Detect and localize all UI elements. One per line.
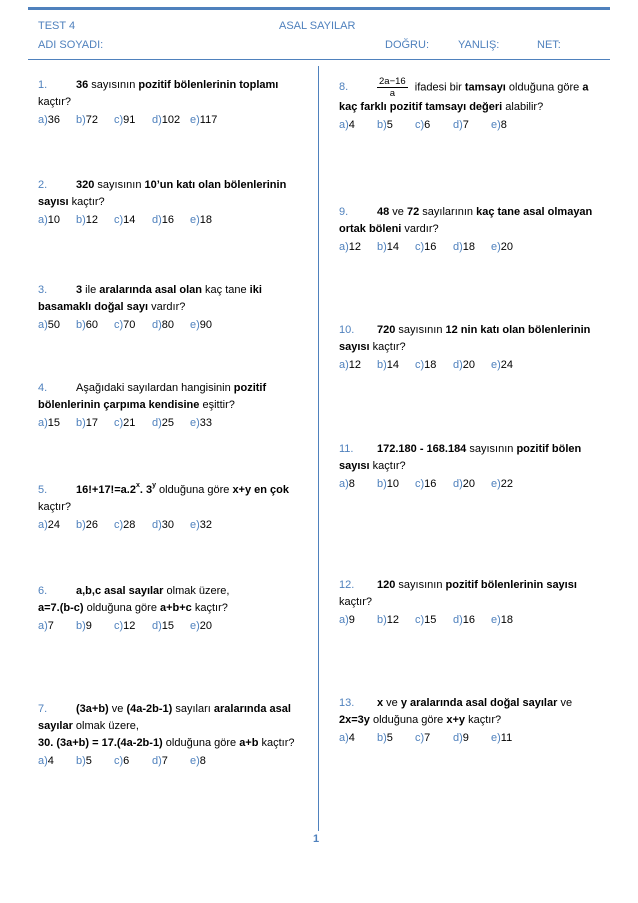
question-6: 6. a,b,c asal sayılar olmak üzere, a=7.(b-c) olduğuna göre a+b+c kaçtır? a)7 b)9 c)12 d)15 e)20 — [38, 583, 303, 635]
option-value: 8 — [500, 119, 507, 131]
option-letter: c) — [114, 620, 124, 632]
option-letter: a) — [339, 478, 349, 490]
option-value: 80 — [161, 319, 175, 331]
answer-option[interactable] — [76, 415, 114, 432]
option-value: 70 — [123, 319, 136, 331]
answer-option[interactable] — [152, 618, 190, 635]
option-value: 14 — [386, 241, 400, 253]
option-letter: d) — [152, 755, 162, 767]
option-letter: d) — [453, 119, 463, 131]
answer-option[interactable] — [38, 415, 76, 432]
answer-options — [339, 612, 604, 629]
option-value: 16 — [462, 614, 476, 626]
option-value: 17 — [85, 417, 99, 429]
option-value: 20 — [500, 241, 514, 253]
option-letter: b) — [377, 241, 387, 253]
answer-options — [38, 212, 303, 229]
option-letter: e) — [491, 478, 501, 490]
option-value: 7 — [462, 119, 469, 131]
option-value: 32 — [199, 519, 213, 531]
option-letter: e) — [491, 614, 501, 626]
answer-option[interactable] — [339, 117, 377, 134]
option-letter: a) — [38, 417, 48, 429]
option-letter: a) — [339, 359, 349, 371]
question-11: 11. 172.180 - 168.184 sayısının pozitif bölen sayısı kaçtır? a)8 b)10 c)16 d)20 e)22 — [339, 441, 604, 493]
option-value: 20 — [462, 478, 476, 490]
question-number: 13. — [339, 697, 355, 709]
option-letter: c) — [114, 519, 124, 531]
option-letter: e) — [190, 620, 200, 632]
option-value: 6 — [424, 119, 431, 131]
option-letter: c) — [415, 732, 425, 744]
question-number: 3. — [38, 284, 48, 296]
option-value: 50 — [47, 319, 61, 331]
option-letter: c) — [415, 478, 425, 490]
option-value: 9 — [85, 620, 92, 632]
option-value: 15 — [424, 614, 437, 626]
option-value: 14 — [386, 359, 400, 371]
option-value: 10 — [47, 214, 61, 226]
question-2: 2. 320 sayısının 10’un katı olan bölenlerinin sayısı kaçtır? a)10 b)12 c)14 d)16 e)18 — [38, 177, 303, 229]
option-value: 18 — [462, 241, 476, 253]
question-4: 4. Aşağıdaki sayılardan hangisinin pozitif bölenlerinin çarpıma kendisine eşittir? a)15 b)17 c)21 d)25 e)33 — [38, 380, 303, 432]
option-letter: a) — [339, 119, 349, 131]
option-letter: d) — [453, 614, 463, 626]
option-value: 117 — [199, 114, 218, 126]
answer-option[interactable] — [339, 357, 377, 374]
question-12: 12. 120 sayısının pozitif bölenlerinin sayısı kaçtır? a)9 b)12 c)15 d)16 e)18 — [339, 577, 604, 629]
option-letter: d) — [152, 214, 162, 226]
answer-option[interactable] — [453, 730, 491, 747]
answer-option[interactable] — [152, 112, 190, 129]
option-value: 4 — [348, 119, 355, 131]
answer-option[interactable] — [339, 730, 377, 747]
answer-option[interactable] — [76, 317, 114, 334]
option-letter: d) — [152, 417, 162, 429]
correct-label: DOĞRU: — [385, 39, 429, 51]
answer-options — [339, 476, 604, 493]
answer-option[interactable] — [491, 239, 531, 256]
option-letter: e) — [491, 732, 501, 744]
option-letter: a) — [339, 241, 349, 253]
option-letter: e) — [491, 119, 501, 131]
question-number: 5. — [38, 484, 48, 496]
answer-option[interactable] — [491, 476, 531, 493]
option-letter: c) — [114, 214, 124, 226]
option-value: 11 — [500, 732, 513, 744]
question-number: 1. — [38, 79, 48, 91]
page-title: ASAL SAYILAR — [279, 20, 356, 32]
answer-option[interactable] — [38, 112, 76, 129]
option-value: 22 — [500, 478, 514, 490]
answer-option[interactable] — [114, 517, 152, 534]
column-divider — [318, 66, 319, 831]
option-letter: a) — [38, 620, 48, 632]
option-letter: b) — [76, 417, 86, 429]
answer-option[interactable] — [339, 476, 377, 493]
option-value: 12 — [123, 620, 136, 632]
option-letter: a) — [38, 319, 48, 331]
option-value: 9 — [462, 732, 469, 744]
option-letter: b) — [76, 214, 86, 226]
question-9: 9. 48 ve 72 sayılarının kaç tane asal olmayan ortak böleni vardır? a)12 b)14 c)16 d)18 e)20 — [339, 204, 604, 256]
option-value: 26 — [85, 519, 99, 531]
question-3: 3. 3 ile aralarında asal olan kaç tane iki basamaklı doğal sayı vardır? a)50 b)60 c)70 d)80 e)90 — [38, 282, 303, 334]
answer-option[interactable] — [38, 753, 76, 770]
answer-option[interactable] — [190, 212, 230, 229]
answer-options — [38, 618, 303, 635]
answer-option[interactable] — [190, 317, 230, 334]
option-letter: c) — [415, 359, 425, 371]
answer-option[interactable] — [76, 112, 114, 129]
option-letter: b) — [76, 620, 86, 632]
answer-option[interactable] — [415, 357, 453, 374]
option-value: 15 — [161, 620, 175, 632]
answer-option[interactable] — [190, 618, 230, 635]
option-letter: b) — [377, 732, 387, 744]
option-value: 60 — [85, 319, 99, 331]
answer-option[interactable] — [114, 753, 152, 770]
answer-option[interactable] — [190, 112, 230, 129]
option-letter: e) — [491, 359, 501, 371]
answer-option[interactable] — [377, 612, 415, 629]
answer-option[interactable] — [377, 476, 415, 493]
answer-option[interactable] — [415, 476, 453, 493]
option-value: 102 — [161, 114, 181, 126]
answer-options — [38, 415, 303, 432]
answer-option[interactable] — [38, 618, 76, 635]
answer-option[interactable] — [453, 612, 491, 629]
option-value: 36 — [47, 114, 61, 126]
option-value: 15 — [47, 417, 61, 429]
answer-option[interactable] — [114, 112, 152, 129]
option-letter: e) — [190, 519, 200, 531]
test-label: TEST 4 — [38, 20, 76, 32]
option-value: 9 — [348, 614, 355, 626]
answer-options — [38, 317, 303, 334]
answer-option[interactable] — [114, 317, 152, 334]
answer-option[interactable] — [190, 517, 230, 534]
option-letter: a) — [339, 732, 349, 744]
option-value: 6 — [123, 755, 130, 767]
option-letter: c) — [114, 114, 124, 126]
answer-option[interactable] — [114, 618, 152, 635]
answer-option[interactable] — [415, 612, 453, 629]
option-letter: d) — [152, 114, 162, 126]
question-number: 11. — [339, 443, 354, 455]
option-value: 5 — [386, 732, 393, 744]
option-value: 91 — [123, 114, 136, 126]
option-value: 20 — [462, 359, 476, 371]
answer-option[interactable] — [453, 239, 491, 256]
option-letter: c) — [114, 319, 124, 331]
option-value: 16 — [424, 478, 437, 490]
option-letter: b) — [76, 755, 86, 767]
option-value: 7 — [161, 755, 168, 767]
question-number: 4. — [38, 382, 48, 394]
answer-option[interactable] — [76, 517, 114, 534]
answer-option[interactable] — [76, 618, 114, 635]
option-value: 10 — [386, 478, 400, 490]
option-value: 28 — [123, 519, 136, 531]
option-letter: d) — [453, 732, 463, 744]
answer-option[interactable] — [377, 239, 415, 256]
option-letter: a) — [38, 755, 48, 767]
option-value: 7 — [424, 732, 431, 744]
fraction: $\frac{2a-16}{a}$ — [379, 76, 406, 99]
option-value: 20 — [199, 620, 213, 632]
option-value: 4 — [348, 732, 355, 744]
option-letter: a) — [38, 519, 48, 531]
option-value: 21 — [123, 417, 136, 429]
answer-option[interactable] — [453, 476, 491, 493]
option-value: 7 — [47, 620, 54, 632]
answer-option[interactable] — [38, 317, 76, 334]
answer-options — [38, 112, 303, 129]
option-value: 14 — [123, 214, 136, 226]
option-letter: c) — [415, 614, 425, 626]
option-letter: e) — [190, 417, 200, 429]
answer-option[interactable] — [453, 117, 491, 134]
option-letter: b) — [377, 478, 387, 490]
answer-option[interactable] — [415, 239, 453, 256]
option-value: 90 — [199, 319, 213, 331]
wrong-label: YANLIŞ: — [458, 39, 500, 51]
option-value: 5 — [386, 119, 393, 131]
answer-options — [339, 239, 604, 256]
answer-option[interactable] — [76, 212, 114, 229]
option-value: 5 — [85, 755, 92, 767]
option-letter: c) — [415, 119, 425, 131]
option-value: 18 — [424, 359, 437, 371]
question-number: 10. — [339, 324, 355, 336]
name-label: ADI SOYADI: — [38, 39, 104, 51]
answer-option[interactable] — [114, 212, 152, 229]
option-value: 12 — [85, 214, 99, 226]
option-letter: b) — [76, 114, 86, 126]
option-letter: e) — [190, 114, 200, 126]
option-letter: b) — [377, 359, 387, 371]
option-letter: b) — [76, 519, 86, 531]
option-letter: d) — [152, 319, 162, 331]
page-header — [28, 7, 610, 60]
option-letter: c) — [114, 755, 124, 767]
answer-option[interactable] — [491, 117, 531, 134]
answer-options — [38, 517, 303, 534]
option-letter: c) — [114, 417, 124, 429]
option-letter: a) — [38, 114, 48, 126]
answer-option[interactable] — [453, 357, 491, 374]
question-7: 7. (3a+b) ve (4a-2b-1) sayıları aralarında asal sayılar olmak üzere, 30. (3a+b) = 17.(4a-2b-1) olduğuna göre a+b kaçtır? a)4 b)5 c)6 d)7 e)8 — [38, 701, 303, 770]
option-value: 12 — [386, 614, 400, 626]
option-letter: d) — [152, 620, 162, 632]
page-number: 1 — [313, 833, 320, 845]
net-label: NET: — [537, 39, 561, 51]
answer-option[interactable] — [152, 415, 190, 432]
answer-option[interactable] — [38, 212, 76, 229]
answer-option[interactable] — [339, 239, 377, 256]
question-13: 13. x ve y aralarında asal doğal sayılar ve 2x=3y olduğuna göre x+y kaçtır? a)4 b)5 c)7 d)9 e)11 — [339, 695, 604, 747]
answer-option[interactable] — [377, 117, 415, 134]
option-letter: b) — [76, 319, 86, 331]
option-letter: b) — [377, 119, 387, 131]
answer-option[interactable] — [152, 317, 190, 334]
option-letter: e) — [190, 755, 200, 767]
answer-option[interactable] — [190, 753, 230, 770]
answer-option[interactable] — [491, 357, 531, 374]
option-value: 24 — [500, 359, 514, 371]
option-value: 4 — [47, 755, 54, 767]
question-1: 1. 36 sayısının pozitif bölenlerinin toplamı kaçtır? a)36 b)72 c)91 d)102 e)117 — [38, 77, 303, 129]
option-letter: e) — [491, 241, 501, 253]
option-letter: a) — [339, 614, 349, 626]
option-value: 8 — [348, 478, 355, 490]
option-value: 12 — [348, 241, 362, 253]
answer-option[interactable] — [114, 415, 152, 432]
answer-options — [38, 753, 303, 770]
answer-option[interactable] — [491, 612, 531, 629]
answer-options — [339, 357, 604, 374]
answer-options — [339, 730, 604, 747]
answer-option[interactable] — [491, 730, 531, 747]
option-letter: a) — [38, 214, 48, 226]
option-letter: e) — [190, 319, 200, 331]
answer-option[interactable] — [152, 212, 190, 229]
answer-option[interactable] — [377, 730, 415, 747]
question-number: 2. — [38, 179, 48, 191]
option-letter: b) — [377, 614, 387, 626]
option-value: 24 — [47, 519, 61, 531]
answer-option[interactable] — [339, 612, 377, 629]
question-10: 10. 720 sayısının 12 nin katı olan bölenlerinin sayısı kaçtır? a)12 b)14 c)18 d)20 e)24 — [339, 322, 604, 374]
option-letter: d) — [152, 519, 162, 531]
answer-option[interactable] — [415, 117, 453, 134]
answer-option[interactable] — [38, 517, 76, 534]
question-number: 7. — [38, 703, 48, 715]
answer-option[interactable] — [152, 517, 190, 534]
question-number: 9. — [339, 206, 349, 218]
option-value: 25 — [161, 417, 175, 429]
option-letter: d) — [453, 241, 463, 253]
option-value: 16 — [424, 241, 437, 253]
option-letter: c) — [415, 241, 425, 253]
option-letter: d) — [453, 478, 463, 490]
answer-options — [339, 117, 604, 134]
option-value: 18 — [500, 614, 514, 626]
option-value: 72 — [85, 114, 99, 126]
option-letter: d) — [453, 359, 463, 371]
answer-option[interactable] — [415, 730, 453, 747]
option-value: 33 — [199, 417, 213, 429]
answer-option[interactable] — [76, 753, 114, 770]
question-8: 8. $\frac{2a-16}{a}$ ifadesi bir tamsayı olduğuna göre a kaç farklı pozitif tamsayı değeri alabilir? a)4 b)5 c)6 d)7 e)8 — [339, 76, 604, 134]
option-value: 30 — [161, 519, 175, 531]
question-number: 8. — [339, 81, 349, 94]
option-value: 8 — [199, 755, 206, 767]
answer-option[interactable] — [377, 357, 415, 374]
option-letter: e) — [190, 214, 200, 226]
question-5: 5. $16!+17!=a.2^x$. 3$^y$ olduğuna göre x+y en çok kaçtır? a)24 b)26 c)28 d)30 e)32 — [38, 482, 303, 534]
answer-option[interactable] — [190, 415, 230, 432]
option-value: 16 — [161, 214, 175, 226]
option-value: 18 — [199, 214, 213, 226]
answer-option[interactable] — [152, 753, 190, 770]
question-number: 6. — [38, 585, 48, 597]
question-number: 12. — [339, 579, 355, 591]
option-value: 12 — [348, 359, 362, 371]
